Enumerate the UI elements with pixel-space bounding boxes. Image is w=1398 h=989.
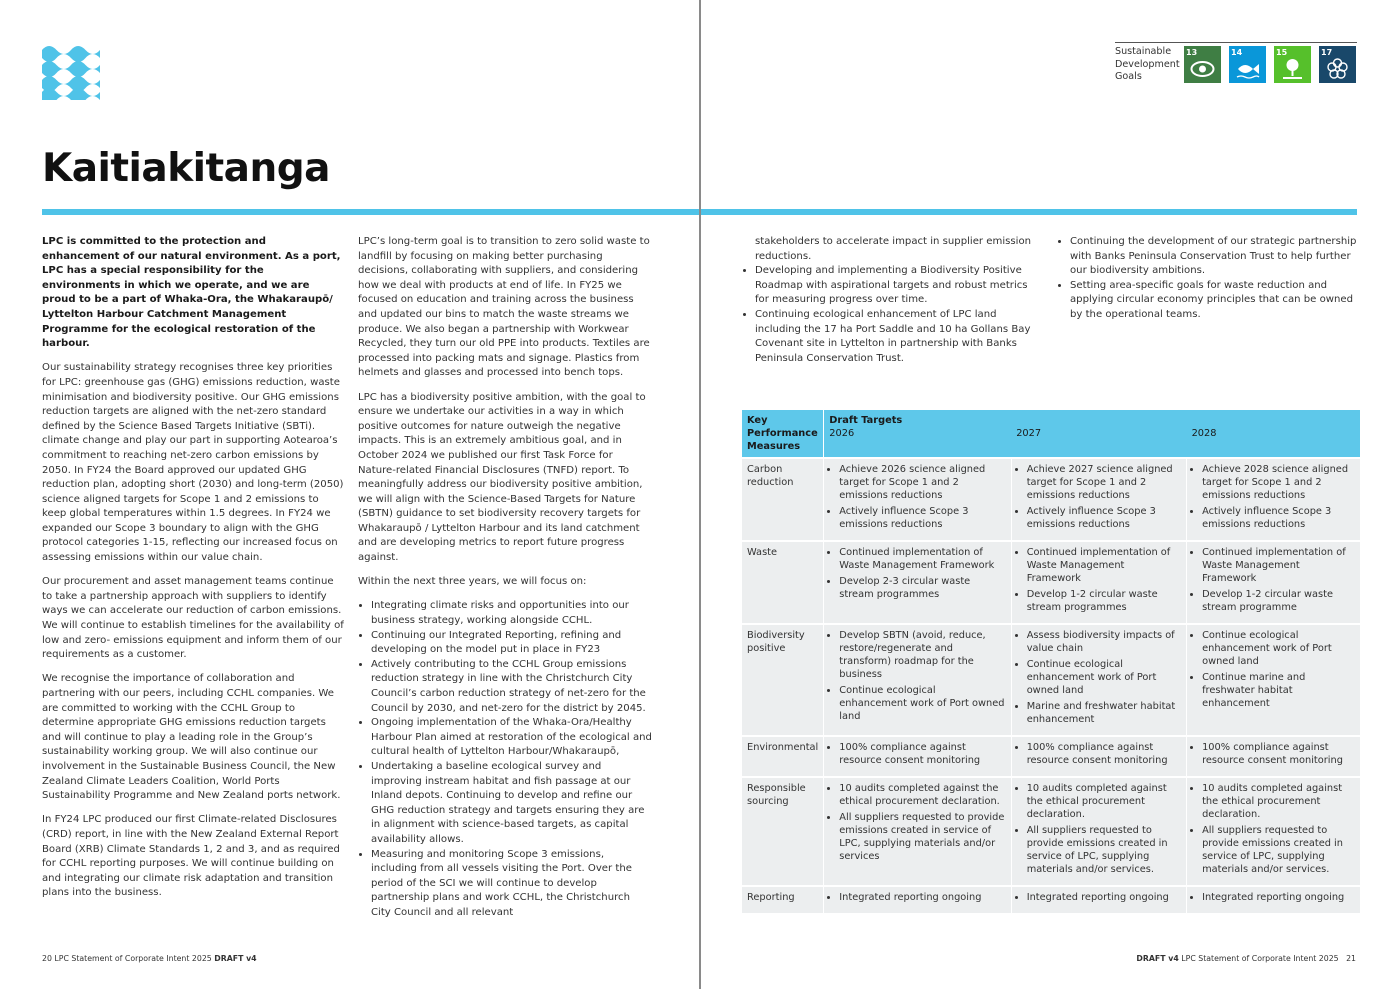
paragraph: LPC’s long-term goal is to transition to zero solid waste to landfill by focusing on making better purchasing decisions, collaborating with suppliers, and considering how we deal with products at end of life. In FY25 we focused on education and training across the business and updated our bins to match the waste streams we produce. We also began a partnership with Workwear Recycled, they turn our old PPE into products. Textiles are processed into packing mats and signage. Plastics from helmets and glasses and processed into bench tops. [358, 236, 650, 379]
target-list [1017, 463, 1181, 531]
paragraph: We recognise the importance of collaboration and partnering with our peers, including CCHL companies. We are committed to working with the CCHL Group to determine appropriate GHG emissions reduction targets and will continue to play a leading role in the Group’s sustainability working group. We will also continue our involvement in the Sustainable Business Council, the New Zealand Climate Leaders Coalition, World Ports Sustainability Programme and New Zealand ports network. [42, 673, 341, 802]
title-rule-right [701, 209, 1357, 215]
list-item: • Ongoing implementation of the Whaka-Ora/Healthy Harbour Plan aimed at restoration of the ecological and cultural health of Lyttelton Harbour/Whakaraupō, [371, 716, 652, 760]
footer-right [1136, 954, 1356, 963]
year-label: 2027 [1016, 428, 1042, 439]
page-number: 20 [42, 954, 52, 963]
table-row [742, 777, 1360, 886]
target-cell-2027 [1011, 886, 1186, 913]
target-item: • Actively influence Scope 3 emissions reductions [1027, 505, 1181, 531]
target-item: • All suppliers requested to provide emissions created in service of LPC, supplying materials and/or services [839, 811, 1005, 863]
measure-cell: Environmental [742, 736, 824, 777]
target-item: • Develop SBTN (avoid, reduce, restore/regenerate and transform) roadmap for the business [839, 629, 1005, 681]
target-cell-2027 [1011, 541, 1186, 624]
waves-logo-icon [42, 42, 100, 100]
target-cell-2026 [824, 541, 1011, 624]
sdg-divider [1115, 42, 1357, 43]
left-column-1 [42, 235, 344, 911]
target-cell-2028 [1187, 886, 1360, 913]
target-cell-2028 [1187, 777, 1360, 886]
target-list [1192, 782, 1355, 876]
target-item: • Continue marine and freshwater habitat enhancement [1202, 671, 1355, 710]
target-list [1192, 891, 1355, 904]
target-item: • Continued implementation of Waste Management Framework [1027, 546, 1181, 585]
kpm-header: Key Performance Measures [742, 410, 824, 458]
target-cell-2028 [1187, 458, 1360, 541]
table-row [742, 458, 1360, 541]
page-number: 21 [1346, 954, 1356, 963]
left-column-2 [358, 235, 652, 921]
flower-icon [1325, 58, 1350, 80]
target-list [1017, 629, 1181, 726]
sdg-block [1115, 42, 1357, 86]
target-item: • Achieve 2028 science aligned target for Scope 1 and 2 emissions reductions [1202, 463, 1355, 502]
target-cell-2026 [824, 458, 1011, 541]
target-item: • 10 audits completed against the ethical procurement declaration. [1027, 782, 1181, 821]
sdg-14-tile [1229, 46, 1266, 83]
right-column-1 [742, 235, 1042, 366]
target-cell-2026 [824, 736, 1011, 777]
title-rule-left [42, 209, 699, 215]
page-title: Kaitiakitanga [42, 146, 330, 191]
list-item: • Actively contributing to the CCHL Group emissions reduction strategy in line with the Christchurch City Council’s carbon reduction strategy of net-zero for the Council by 2030, and net-zero for the district by 2045. [371, 658, 652, 716]
list-item: • Continuing the development of our strategic partnership with Banks Peninsula Conservation Trust to help further our biodiversity ambitions. [1070, 235, 1357, 279]
target-cell-2028 [1187, 736, 1360, 777]
year-header-2028 [1187, 410, 1360, 458]
target-item: • Actively influence Scope 3 emissions reductions [1202, 505, 1355, 531]
list-item: • Setting area-specific goals for waste reduction and applying circular economy principles that can be owned by the operational teams. [1070, 279, 1357, 323]
table-row [742, 736, 1360, 777]
table-header-row [742, 410, 1360, 458]
target-item: • Develop 2-3 circular waste stream programmes [839, 575, 1005, 601]
sdg-label [1115, 46, 1180, 84]
sdg-label-line: Goals [1115, 71, 1142, 82]
target-item: • Actively influence Scope 3 emissions reductions [839, 505, 1005, 531]
tree-icon [1280, 58, 1305, 80]
target-item: • Marine and freshwater habitat enhancement [1027, 700, 1181, 726]
target-item: • Continued implementation of Waste Management Framework [839, 546, 1005, 572]
list-item: • Continuing our Integrated Reporting, refining and developing on the model put in place in FY23 [371, 629, 652, 658]
sdg-number: 13 [1186, 48, 1198, 57]
doc-title: LPC Statement of Corporate Intent 2025 [54, 954, 212, 963]
target-item: • 100% compliance against resource consent monitoring [839, 741, 1005, 767]
list-item: • Continuing ecological enhancement of LPC land including the 17 ha Port Saddle and 10 ha Gollans Bay Covenant site in Lyttelton in partnership with Banks Peninsula Conservation Trust. [755, 308, 1042, 366]
target-cell-2027 [1011, 624, 1186, 736]
target-cell-2026 [824, 777, 1011, 886]
measure-cell: Carbon reduction [742, 458, 824, 541]
target-list [1017, 782, 1181, 876]
measure-cell: Responsible sourcing [742, 777, 824, 886]
right-column-2 [1057, 235, 1357, 323]
target-item: • 100% compliance against resource consent monitoring [1027, 741, 1181, 767]
target-item: • Continue ecological enhancement work of Port owned land [1027, 658, 1181, 697]
list-item: • Undertaking a baseline ecological survey and improving instream habitat and fish passage at our Inland depots. Continuing to develop and refine our GHG reduction strategy and targets ensuring they are in alignment with science-based targets, as capital availability allows. [371, 760, 652, 848]
target-cell-2027 [1011, 736, 1186, 777]
target-item: • Integrated reporting ongoing [1027, 891, 1181, 904]
lead-paragraph: LPC is committed to the protection and enhancement of our natural environment. As a port, LPC has a special responsibility for the environments in which we operate, and we are proud to be a part of Whaka-Ora, the Whakaraupō/ Lyttelton Harbour Catchment Management Programme for the ecological restoration of the harbour. [42, 236, 341, 350]
list-item: • Measuring and monitoring Scope 3 emissions, including from all vessels visiting the Port. Over the period of the SCI we will continue to develop partnership plans and work CCHL, the Christchurch City Council and all relevant [371, 848, 652, 921]
target-item: • Develop 1-2 circular waste stream programme [1202, 588, 1355, 614]
target-item: • Achieve 2027 science aligned target for Scope 1 and 2 emissions reductions [1027, 463, 1181, 502]
target-cell-2026 [824, 624, 1011, 736]
target-list [829, 629, 1005, 723]
page-spine [699, 0, 701, 989]
year-label: 2026 [829, 428, 855, 439]
focus-list [358, 599, 652, 920]
focus-list-continued [742, 264, 1042, 366]
sdg-number: 14 [1231, 48, 1243, 57]
list-item: • Developing and implementing a Biodiversity Positive Roadmap with aspirational targets and robust metrics for measuring progress over time. [755, 264, 1042, 308]
target-item: • Integrated reporting ongoing [1202, 891, 1355, 904]
year-header-2026 [824, 410, 1011, 458]
target-item: • Achieve 2026 science aligned target for Scope 1 and 2 emissions reductions [839, 463, 1005, 502]
target-list [829, 741, 1005, 767]
draft-label: DRAFT v4 [214, 954, 257, 963]
target-cell-2027 [1011, 458, 1186, 541]
paragraph: In FY24 LPC produced our first Climate-related Disclosures (CRD) report, in line with the New Zealand External Report Board (XRB) Climate Standards 1, 2 and 3, and as required for CCHL reporting purposes. We will continue building on and integrating our climate risk adaptation and transition plans into the business. [42, 814, 340, 899]
fish-icon [1235, 58, 1260, 80]
target-list [1192, 741, 1355, 767]
sdg-17-tile [1319, 46, 1356, 83]
target-item: • Continue ecological enhancement work of Port owned land [839, 684, 1005, 723]
target-list [1192, 629, 1355, 710]
footer-left [42, 954, 257, 963]
target-item: • 10 audits completed against the ethical procurement declaration. [1202, 782, 1355, 821]
target-list [829, 463, 1005, 531]
target-item: • Continued implementation of Waste Management Framework [1202, 546, 1355, 585]
kpi-table-body [742, 458, 1360, 913]
target-item: • Assess biodiversity impacts of value chain [1027, 629, 1181, 655]
paragraph: Our procurement and asset management teams continue to take a partnership approach with suppliers to identify ways we can accelerate our reduction of carbon emissions. We will continue to establish timelines for the availability of low and zero- emissions equipment and inform them of our requirements as a customer. [42, 576, 344, 661]
target-list [1017, 891, 1181, 904]
measure-cell: Biodiversity positive [742, 624, 824, 736]
year-label: 2028 [1191, 428, 1217, 439]
sdg-13-tile [1184, 46, 1221, 83]
target-cell-2028 [1187, 624, 1360, 736]
sdg-number: 17 [1321, 48, 1333, 57]
paragraph: Our sustainability strategy recognises three key priorities for LPC: greenhouse gas (GHG) emissions reduction, waste minimisation and biodiversity positive. Our GHG emissions reduction targets are aligned with the net-zero standard defined by the Science Based Targets Initiative (SBTi). climate change and play our part in supporting Aotearoa’s commitment to reaching net-zero carbon emissions by 2050. In FY24 the Board approved our updated GHG reduction plan, adopting short (2030) and long-term (2050) science aligned targets for Scope 1 and 2 emissions to keep global temperatures within 1.5 degrees. In FY24 we expanded our Scope 3 boundary to align with the GHG protocol categories 1-15, reflecting our increased focus on assessing emissions within our value chain. [42, 362, 344, 564]
target-list [829, 891, 1005, 904]
draft-label: DRAFT v4 [1136, 954, 1179, 963]
list-item: • Integrating climate risks and opportunities into our business strategy, working alongside CCHL. [371, 599, 652, 628]
paragraph: LPC has a biodiversity positive ambition, with the goal to ensure we undertake our activities in a way in which positive outcomes for nature outweigh the negative impacts. This is an extremely ambitious goal, and in October 2024 we published our first Task Force for Nature-related Financial Disclosures (TNFD) report. To meaningfully address our biodiversity positive ambition, we will align with the Science-Based Targets for Nature (SBTN) guidance to set biodiversity recovery targets for Whakaraupō / Lyttelton Harbour and its land catchment and are developing metrics to report future progress against. [358, 391, 646, 564]
table-row [742, 886, 1360, 913]
target-list [829, 782, 1005, 863]
sdg-number: 15 [1276, 48, 1288, 57]
target-item: • All suppliers requested to provide emissions created in service of LPC, supplying materials and/or services. [1202, 824, 1355, 876]
measure-cell: Reporting [742, 886, 824, 913]
table-row [742, 541, 1360, 624]
target-list [1017, 546, 1181, 614]
sdg-label-line: Development [1115, 58, 1180, 70]
draft-targets-header: Draft Targets [829, 415, 903, 426]
doc-title: LPC Statement of Corporate Intent 2025 [1181, 954, 1339, 963]
target-item: • All suppliers requested to provide emissions created in service of LPC, supplying materials and/or services. [1027, 824, 1181, 876]
table-row [742, 624, 1360, 736]
target-item: • Develop 1-2 circular waste stream programmes [1027, 588, 1181, 614]
target-cell-2026 [824, 886, 1011, 913]
year-header-2027 [1011, 410, 1186, 458]
target-list [829, 546, 1005, 601]
sdg-label-line: Sustainable [1115, 46, 1172, 57]
target-item: • Continue ecological enhancement work of Port owned land [1202, 629, 1355, 668]
sdg-15-tile [1274, 46, 1311, 83]
target-cell-2027 [1011, 777, 1186, 886]
target-list [1192, 546, 1355, 614]
target-item: • Integrated reporting ongoing [839, 891, 1005, 904]
continued-text: stakeholders to accelerate impact in supplier emission reductions. [755, 236, 1032, 262]
paragraph: Within the next three years, we will focus on: [358, 576, 587, 588]
target-item: • 10 audits completed against the ethical procurement declaration. [839, 782, 1005, 808]
focus-list-continued [1057, 235, 1357, 323]
measure-cell: Waste [742, 541, 824, 624]
kpi-table [742, 410, 1360, 913]
target-cell-2028 [1187, 541, 1360, 624]
eye-icon [1190, 58, 1215, 80]
target-list [1017, 741, 1181, 767]
target-item: • 100% compliance against resource consent monitoring [1202, 741, 1355, 767]
target-list [1192, 463, 1355, 531]
